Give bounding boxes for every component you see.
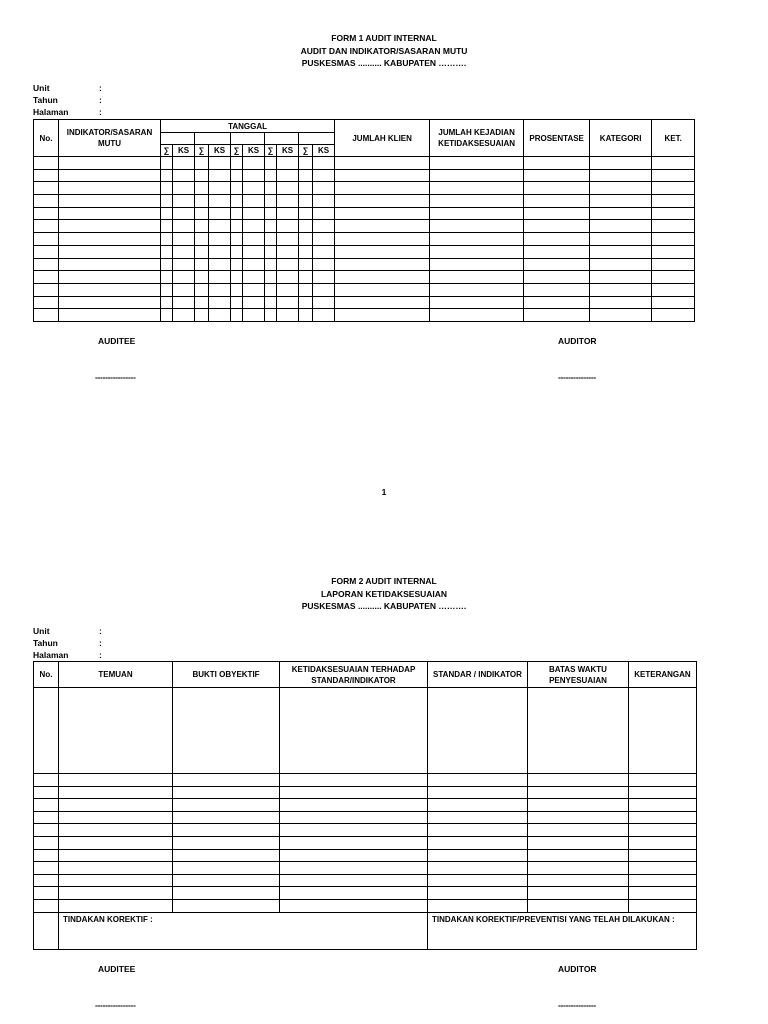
form1-meta-tahun: Tahun :	[33, 95, 102, 105]
form2-table-body	[34, 688, 697, 950]
form2-auditor-signature-line: ---------------	[558, 1000, 596, 1010]
form1-header-ks: KS	[313, 145, 335, 157]
form1-header-ks: KS	[243, 145, 265, 157]
table-row	[34, 862, 697, 875]
form2-header-keterangan: KETERANGAN	[629, 662, 697, 688]
table-row	[34, 233, 695, 246]
table-row	[34, 836, 697, 849]
form2-table	[33, 661, 697, 950]
form1-header-sigma: ∑	[231, 145, 243, 157]
form2-header-standar: STANDAR / INDIKATOR	[428, 662, 528, 688]
form1-meta-unit: Unit :	[33, 83, 102, 93]
table-row	[34, 296, 695, 309]
form1-header-sigma: ∑	[299, 145, 313, 157]
form1-header-ket: KET.	[652, 120, 695, 157]
page-number: 1	[381, 487, 387, 497]
table-row	[34, 271, 695, 284]
form2-auditee-signature-line: ----------------	[95, 1000, 136, 1010]
table-row	[34, 195, 695, 208]
table-row	[34, 220, 695, 233]
form1-date-group	[265, 133, 299, 145]
form2-header-temuan: TEMUAN	[59, 662, 173, 688]
table-row	[34, 799, 697, 812]
table-row	[34, 245, 695, 258]
form2-header-batas-waktu: BATAS WAKTU PENYESUAIAN	[528, 662, 629, 688]
form1-header-ks: KS	[173, 145, 195, 157]
table-row	[34, 849, 697, 862]
form1-meta-halaman: Halaman :	[33, 107, 102, 117]
form1-date-group	[195, 133, 231, 145]
form1-header-kategori: KATEGORI	[590, 120, 652, 157]
tindakan-korektif-field: TINDAKAN KOREKTIF :	[59, 912, 428, 949]
table-row	[34, 157, 695, 170]
table-row	[34, 182, 695, 195]
table-row	[34, 786, 697, 799]
form2-puskesmas-line: PUSKESMAS .......... KABUPATEN ……….	[301, 601, 467, 611]
form2-header-bukti: BUKTI OBYEKTIF	[173, 662, 280, 688]
table-row	[34, 899, 697, 912]
form1-header-sigma: ∑	[265, 145, 277, 157]
form1-header-jumlah-kejadian: JUMLAH KEJADIAN KETIDAKSESUAIAN	[430, 120, 524, 157]
form2-title: FORM 2 AUDIT INTERNAL	[331, 576, 437, 586]
form2-meta-halaman: Halaman :	[33, 650, 102, 660]
table-row	[34, 309, 695, 322]
form1-header-ks: KS	[277, 145, 299, 157]
form1-table	[33, 119, 695, 322]
form1-header-sigma: ∑	[195, 145, 209, 157]
form1-date-group	[299, 133, 335, 145]
form1-title-block	[0, 32, 768, 70]
form1-header-indikator: INDIKATOR/SASARAN MUTU	[59, 120, 161, 157]
form1-header-prosentase: PROSENTASE	[524, 120, 590, 157]
table-row	[34, 774, 697, 787]
form2-meta	[33, 625, 102, 661]
form1-table-body	[34, 157, 695, 322]
table-row	[34, 688, 697, 774]
form1-auditee-label: AUDITEE	[98, 336, 136, 346]
form1-auditor-signature-line: ---------------	[558, 372, 596, 382]
form1-auditor-label: AUDITOR	[558, 336, 597, 346]
form2-meta-tahun: Tahun :	[33, 638, 102, 648]
form1-header-tanggal: TANGGAL	[161, 120, 335, 133]
form1-puskesmas-line: PUSKESMAS .......... KABUPATEN ……….	[301, 58, 467, 68]
form2-title-block	[0, 575, 768, 613]
form2-meta-unit: Unit :	[33, 626, 102, 636]
form1-date-group	[231, 133, 265, 145]
form2-auditor-label: AUDITOR	[558, 964, 597, 974]
form2-header-no: No.	[34, 662, 59, 688]
form1-header-no: No.	[34, 120, 59, 157]
corrective-action-row	[34, 912, 697, 949]
table-row	[34, 887, 697, 900]
form1-header-ks: KS	[209, 145, 231, 157]
form2-subtitle: LAPORAN KETIDAKSESUAIAN	[320, 588, 448, 599]
form1-title: FORM 1 AUDIT INTERNAL	[331, 33, 437, 43]
form2-header-ketidaksesuaian: KETIDAKSESUAIAN TERHADAP STANDAR/INDIKATOR	[280, 662, 428, 688]
table-row	[34, 283, 695, 296]
form1-header-sigma: ∑	[161, 145, 173, 157]
table-row	[34, 811, 697, 824]
corrective-action-no-cell	[34, 912, 59, 949]
form1-date-group	[161, 133, 195, 145]
form1-header-jumlah-klien: JUMLAH KLIEN	[335, 120, 430, 157]
form1-meta	[33, 82, 102, 118]
tindakan-preventif-field: TINDAKAN KOREKTIF/PREVENTISI YANG TELAH DILAKUKAN :	[428, 912, 697, 949]
table-row	[34, 258, 695, 271]
table-row	[34, 874, 697, 887]
table-row	[34, 824, 697, 837]
form1-subtitle: AUDIT DAN INDIKATOR/SASARAN MUTU	[300, 45, 468, 56]
table-row	[34, 207, 695, 220]
form2-auditee-label: AUDITEE	[98, 964, 136, 974]
table-row	[34, 169, 695, 182]
form1-auditee-signature-line: ----------------	[95, 372, 136, 382]
